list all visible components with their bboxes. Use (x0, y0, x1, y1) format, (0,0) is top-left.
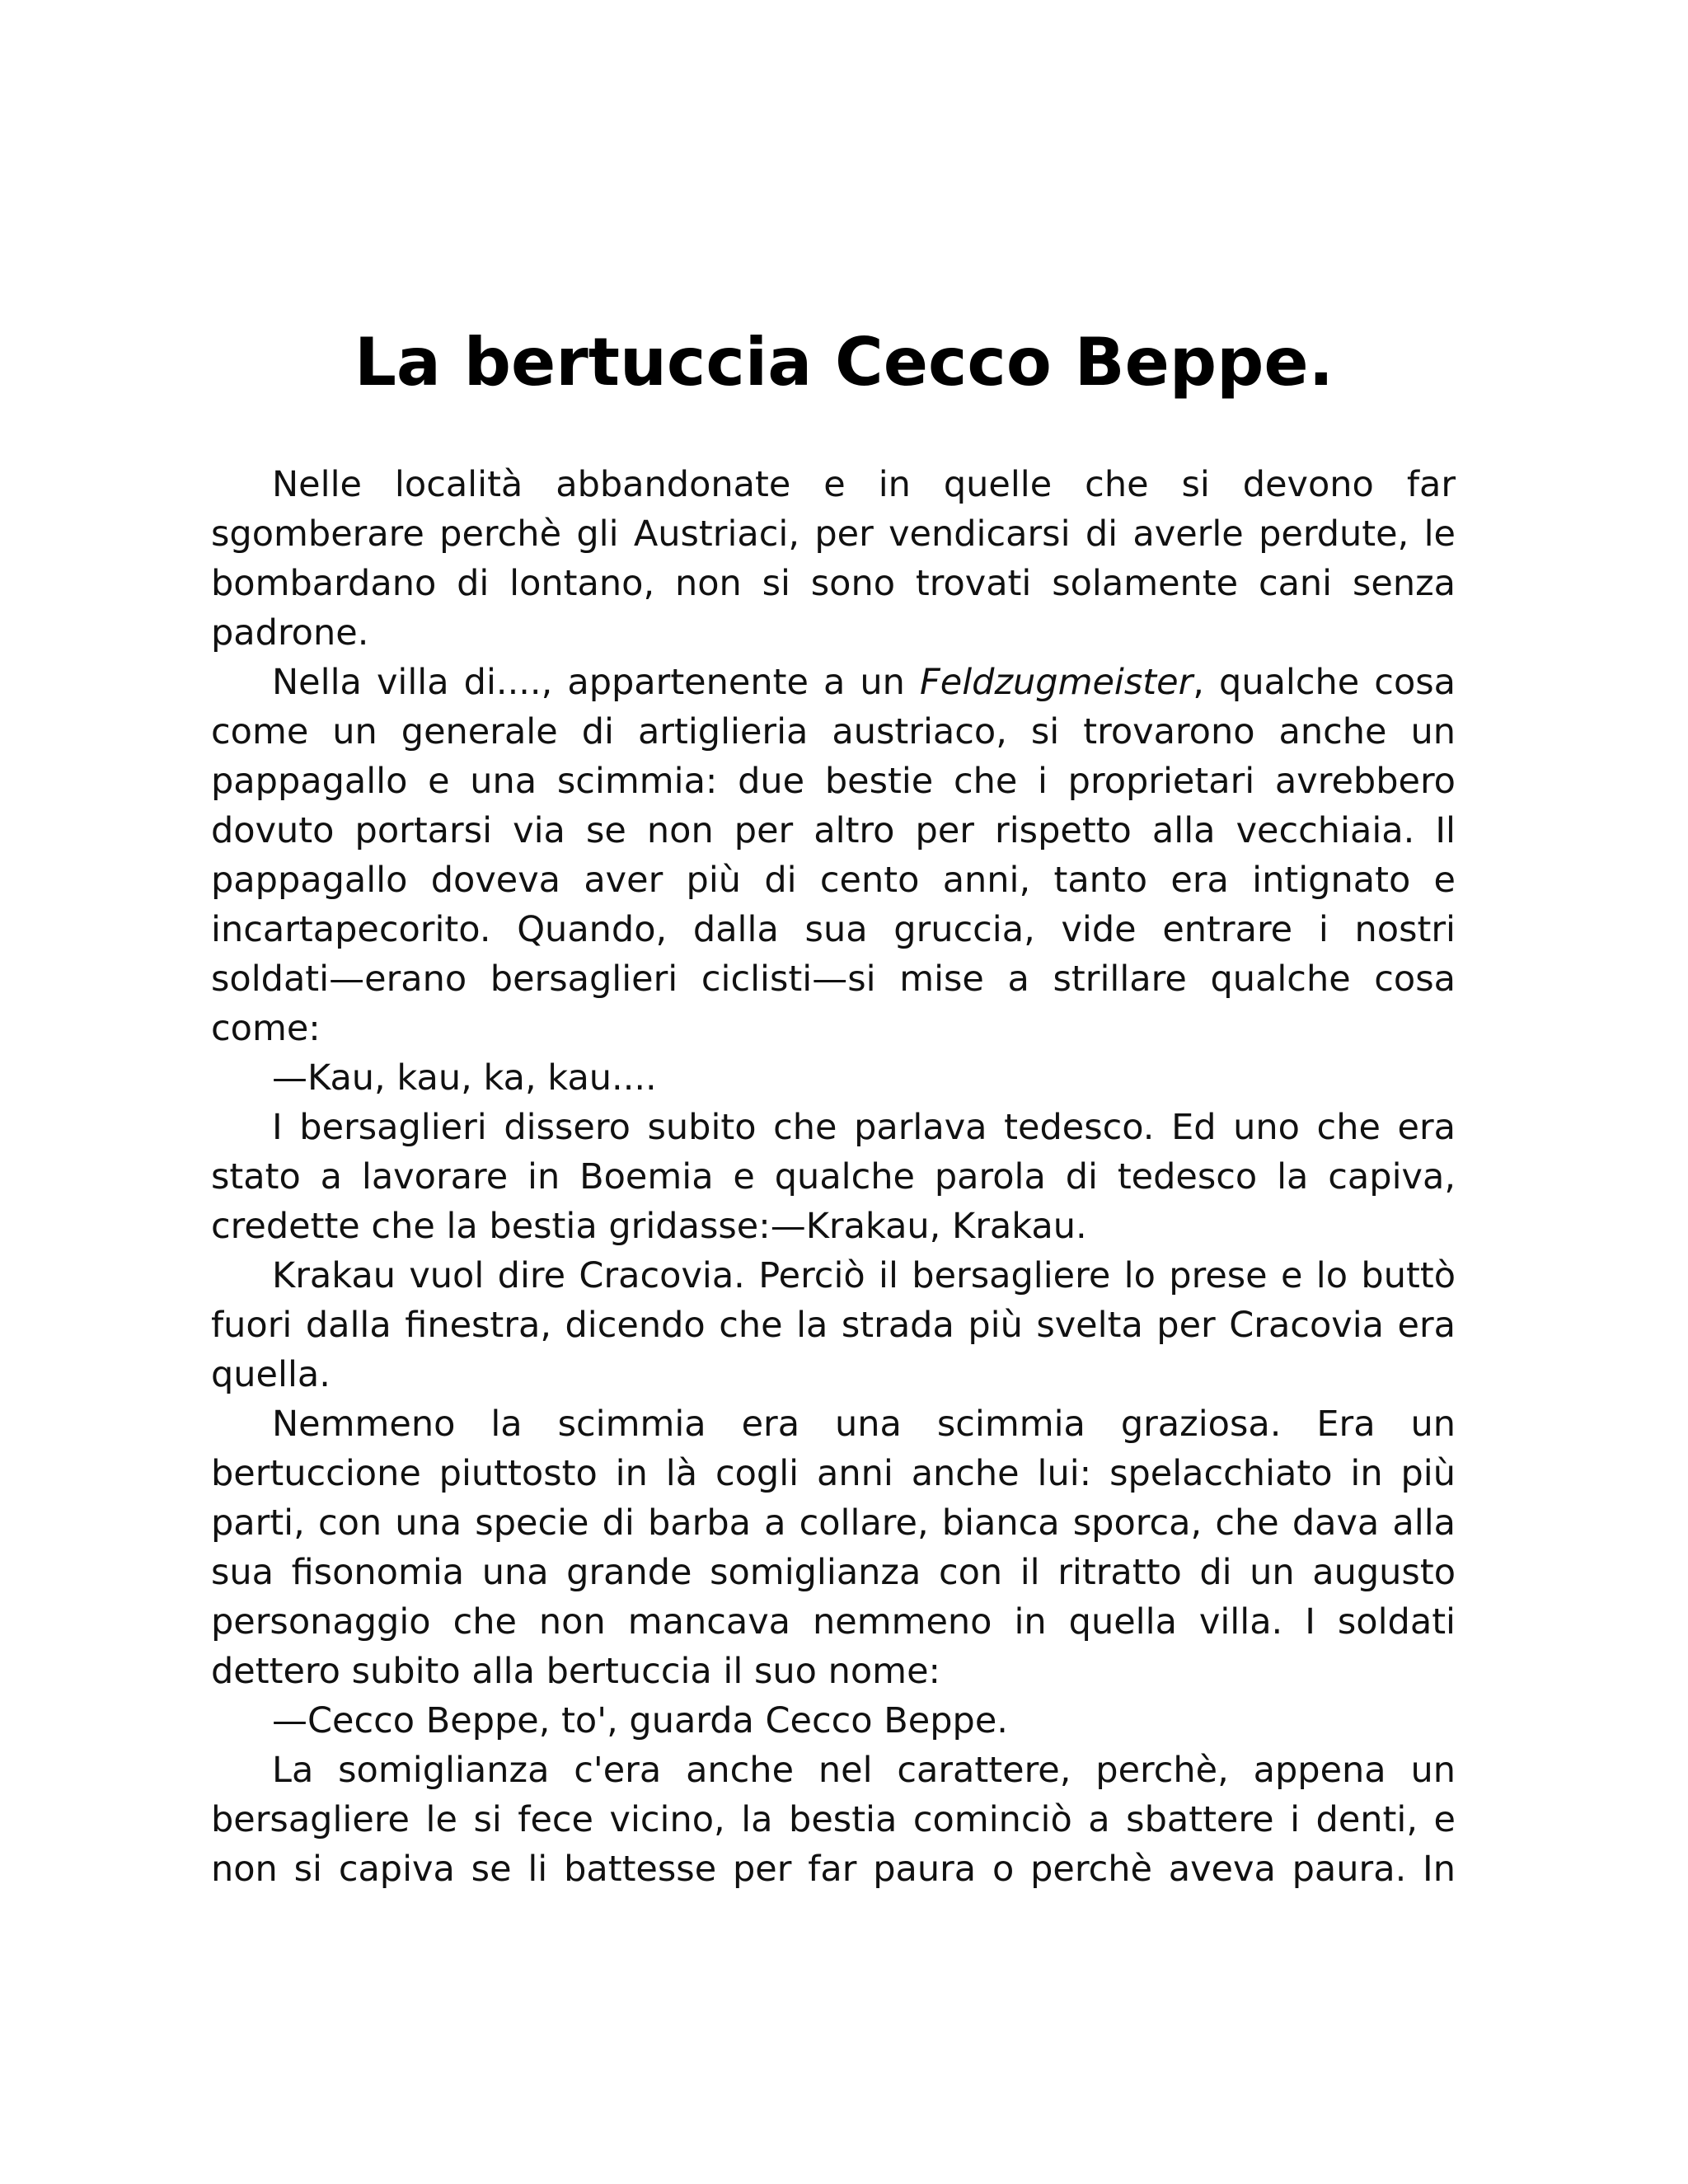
paragraph-8: La somiglianza c'era anche nel carattere, perchè, appena un bersagliere le si fece vicino, la bestia cominciò a sbattere i denti, e non si capiva se li battesse per far paura o perchè aveva paura. In (211, 1750, 1456, 1890)
paragraph-2 (211, 658, 1456, 1053)
paragraph-2-text-before: Nella villa di...., appartenente a un (272, 662, 921, 703)
paragraph-6: Nemmeno la scimmia era una scimmia graziosa. Era un bertuccione piuttosto in là cogli anni anche lui: spelacchiato in più parti, con una specie di barba a collare, bianca sporca, che dava alla sua fisonomia una grande somiglianza con il ritratto di un augusto personaggio che non mancava nemmeno in quella villa. I soldati dettero subito alla bertuccia il suo nome: (211, 1404, 1456, 1692)
paragraph-1: Nelle località abbandonate e in quelle che si devono far sgomberare perchè gli Austriaci, per vendicarsi di averle perdute, le bombardano di lontano, non si sono trovati solamente cani senza padrone. (211, 464, 1456, 654)
paragraph-4: I bersaglieri dissero subito che parlava tedesco. Ed uno che era stato a lavorare in Boemia e qualche parola di tedesco la capiva, credette che la bestia gridasse:—Krakau, Krakau. (211, 1107, 1456, 1247)
paragraph-5: Krakau vuol dire Cracovia. Perciò il bersagliere lo prese e lo buttò fuori dalla finestra, dicendo che la strada più svelta per Cracovia era quella. (211, 1255, 1456, 1395)
body-text (211, 460, 1456, 1894)
paragraph-2-text-after: , qualche cosa come un generale di artiglieria austriaco, si trovarono anche un pappagallo e una scimmia: due bestie che i proprietari avrebbero dovuto portarsi via se non per altro per rispetto alla vecchiaia. Il pappagallo doveva aver più di cento anni, tanto era intignato e incartapecorito. Quando, dalla sua gruccia, vide entrare i nostri soldati—erano bersaglieri ciclisti—si mise a strillare qualche cosa come: (211, 662, 1456, 1049)
page-title: La bertuccia Cecco Beppe. (354, 324, 1334, 401)
paragraph-2-italic-term: Feldzugmeister (920, 662, 1193, 703)
paragraph-3: —Kau, kau, ka, kau.... (272, 1057, 657, 1099)
paragraph-7: —Cecco Beppe, to', guarda Cecco Beppe. (272, 1700, 1008, 1741)
